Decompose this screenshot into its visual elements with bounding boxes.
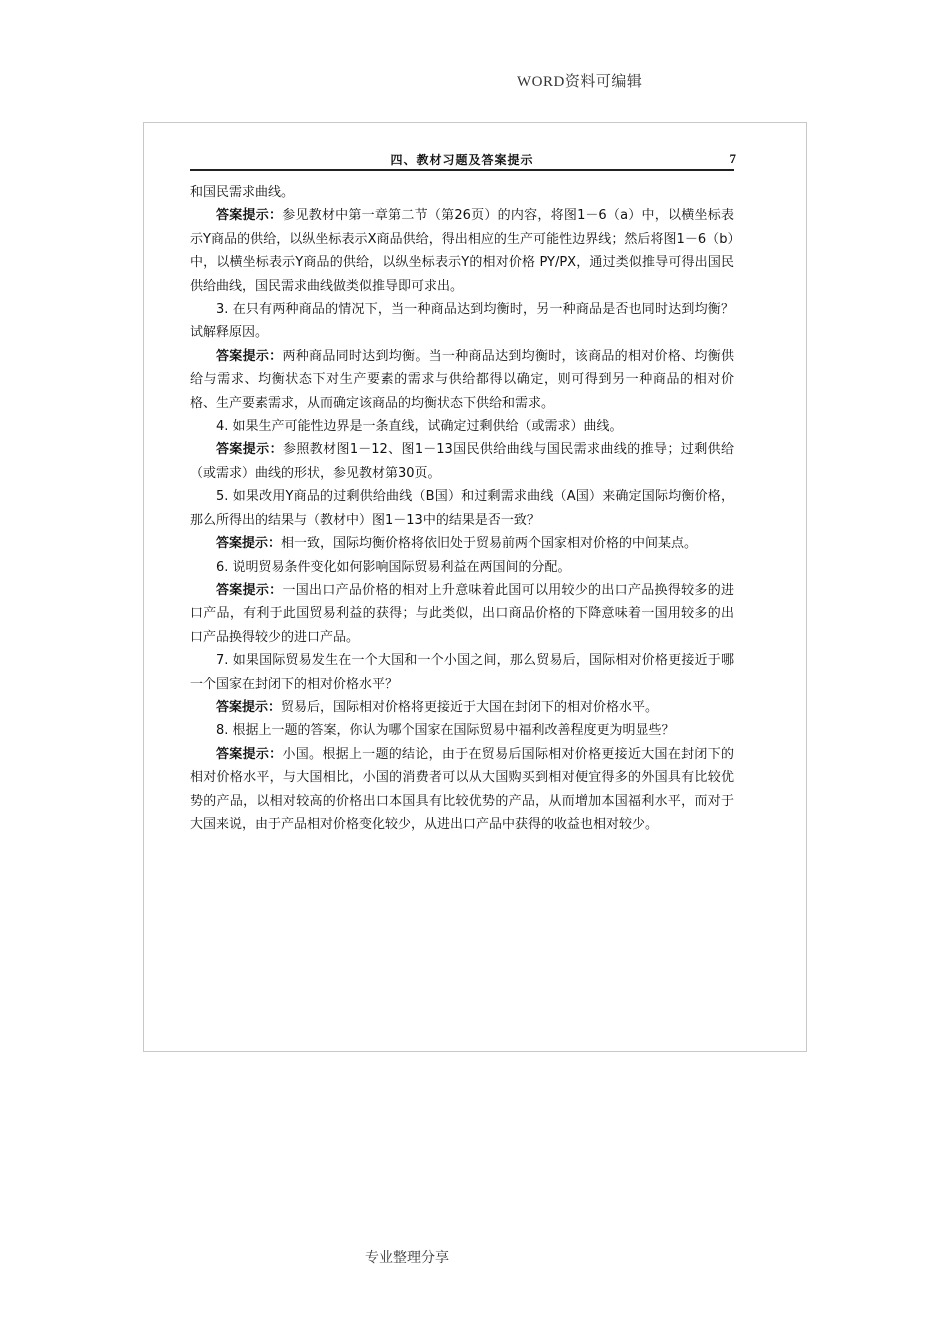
- answer-7: [190, 696, 734, 719]
- answer-text: 两种商品同时达到均衡。当一种商品达到均衡时，该商品的相对价格、均衡供给与需求、均衡状态下对生产要素的需求与供给都得以确定，则可得到另一种商品的相对价格、生产要素需求，从而确定该商品的均衡状态下供给和需求。: [190, 348, 734, 411]
- question-8: 8. 根据上一题的答案，你认为哪个国家在国际贸易中福利改善程度更为明显些？: [216, 723, 675, 739]
- page-number: 7: [729, 151, 736, 166]
- answer-6: [190, 579, 734, 649]
- answer-4: [190, 438, 734, 485]
- answer-3: [190, 345, 734, 415]
- header-watermark: WORD资料可编辑: [517, 74, 643, 90]
- question-5: 5. 如果改用Y商品的过剩供给曲线（B国）和过剩需求曲线（A国）来确定国际均衡价格，那么所得出的结果与（教材中）图1－13中的结果是否一致？: [190, 489, 734, 528]
- question-4: 4. 如果生产可能性边界是一条直线，试确定过剩供给（或需求）曲线。: [216, 419, 623, 435]
- running-head-title: 四、教材习题及答案提示: [390, 153, 534, 167]
- answer-label: 答案提示：: [216, 348, 283, 364]
- answer-label: 答案提示：: [216, 582, 283, 598]
- answer-text: 相一致，国际均衡价格将依旧处于贸易前两个国家相对价格的中间某点。: [281, 536, 698, 552]
- answer-8: [190, 743, 734, 837]
- question-7: 7. 如果国际贸易发生在一个大国和一个小国之间，那么贸易后，国际相对价格更接近于哪一个国家在封闭下的相对价格水平？: [190, 653, 734, 692]
- answer-label: 答案提示：: [216, 442, 283, 458]
- question-6: 6. 说明贸易条件变化如何影响国际贸易利益在两国间的分配。: [216, 559, 571, 575]
- answer-label: 答案提示：: [216, 746, 283, 762]
- answer-5: [190, 532, 734, 555]
- answer-text: 小国。根据上一题的结论，由于在贸易后国际相对价格更接近大国在封闭下的相对价格水平，与大国相比，小国的消费者可以从大国购买到相对便宜得多的外国具有比较优势的产品，以相对较高的价格出口本国具有比较优势的产品，从而增加本国福利水平，而对于大国来说，由于产品相对价格变化较少，从进出口产品中获得的收益也相对较少。: [190, 746, 734, 832]
- running-head: [190, 151, 734, 171]
- answer-text: 一国出口产品价格的相对上升意味着此国可以用较少的出口产品换得较多的进口产品，有利于此国贸易利益的获得；与此类似，出口商品价格的下降意味着一国用较多的出口产品换得较少的进口产品。: [190, 582, 734, 645]
- answer-label: 答案提示：: [216, 536, 282, 552]
- answer-label: 答案提示：: [216, 208, 283, 224]
- answer-2: [190, 204, 734, 298]
- answer-text: 贸易后，国际相对价格将更接近于大国在封闭下的相对价格水平。: [281, 699, 659, 715]
- footer-text: 专业整理分享: [365, 1250, 449, 1266]
- paragraph-continuation: 和国民需求曲线。: [190, 185, 295, 200]
- answer-text: 参见教材中第一章第二节（第26页）的内容，将图1－6（a）中，以横坐标表示Y商品的供给，以纵坐标表示X商品供给，得出相应的生产可能性边界线；然后将图1－6（b）中，以横坐标表示Y商品的供给，以纵坐标表示Y的相对价格 PY/PX，通过类似推导可得出国民供给曲线，国民需求曲线做类似推导即可求出。: [190, 208, 734, 294]
- body-text: [190, 181, 734, 836]
- question-3: 3. 在只有两种商品的情况下，当一种商品达到均衡时，另一种商品是否也同时达到均衡？试解释原因。: [190, 302, 734, 341]
- answer-label: 答案提示：: [216, 699, 282, 715]
- header-rule: [190, 169, 734, 171]
- scanned-page: [143, 122, 807, 1052]
- answer-text: 参照教材图1－12、图1－13国民供给曲线与国民需求曲线的推导；过剩供给（或需求）曲线的形状，参见教材第30页。: [190, 442, 734, 481]
